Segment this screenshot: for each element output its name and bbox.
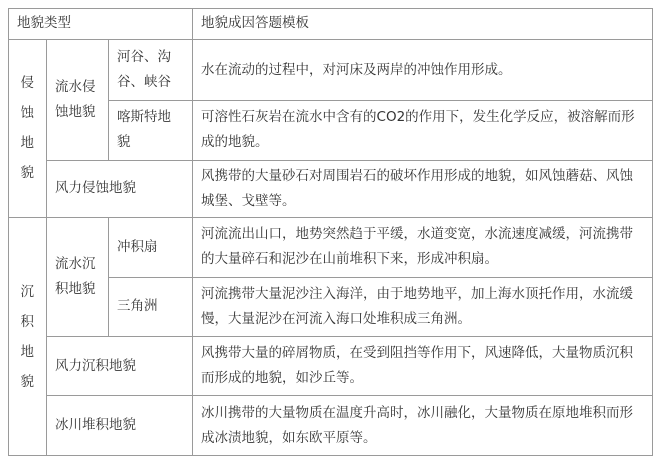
delta-description: 河流携带大量泥沙注入海洋，由于地势地平，加上海水顶托作用，水流缓慢，大量泥沙在河流入海口处堆积成三角洲。 [193,277,653,336]
header-row [9,9,653,40]
table-row [9,218,653,277]
erosion-category-cell [9,39,47,217]
karst-name: 喀斯特地貌 [109,101,193,160]
aeolian-deposition-label: 风力沉积地貌 [47,337,193,396]
glacial-deposition-description: 冰川携带的大量物质在温度升高时，冰川融化，大量物质在原地堆积而形成冰渍地貌，如东欧平原等。 [193,396,653,456]
aeolian-erosion-description: 风携带的大量砂石对周围岩石的破坏作用形成的地貌，如风蚀蘑菇、风蚀城堡、戈壁等。 [193,160,653,217]
table-row [9,39,653,101]
aeolian-deposition-description: 风携带大量的碎屑物质，在受到阻挡等作用下，风速降低，大量物质沉积而形成的地貌，如沙丘等。 [193,337,653,396]
fluvial-deposition-label: 流水沉积地貌 [47,218,109,337]
deposition-category-cell [9,218,47,456]
header-answer-template: 地貌成因答题模板 [193,9,653,40]
aeolian-erosion-label: 风力侵蚀地貌 [47,160,193,217]
landform-table [8,8,653,456]
table-row [9,160,653,217]
delta-name: 三角洲 [109,277,193,336]
erosion-category-label: 侵蚀地貌 [20,75,34,182]
table-row [9,337,653,396]
karst-description: 可溶性石灰岩在流水中含有的CO2的作用下，发生化学反应，被溶解而形成的地貌。 [193,101,653,160]
valley-name: 河谷、沟谷、峡谷 [109,39,193,101]
table-row [9,396,653,456]
deposition-category-label: 沉积地貌 [20,283,34,390]
alluvial-fan-description: 河流流出山口，地势突然趋于平缓，水道变宽，水流速度减缓，河流携带的大量碎石和泥沙在山前堆积下来，形成冲积扇。 [193,218,653,277]
valley-description: 水在流动的过程中，对河床及两岸的冲蚀作用形成。 [193,39,653,101]
fluvial-erosion-label: 流水侵蚀地貌 [47,39,109,160]
alluvial-fan-name: 冲积扇 [109,218,193,277]
glacial-deposition-label: 冰川堆积地貌 [47,396,193,456]
header-landform-type: 地貌类型 [9,9,193,40]
